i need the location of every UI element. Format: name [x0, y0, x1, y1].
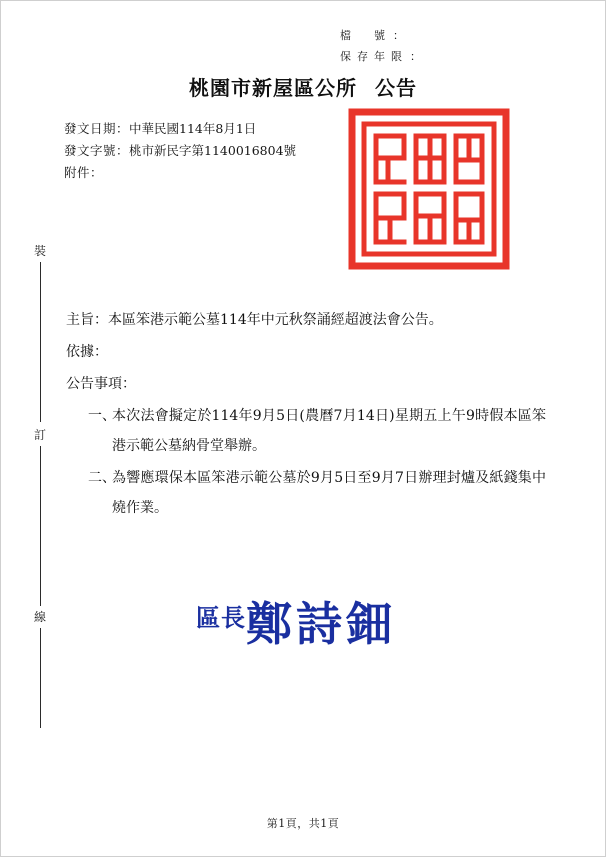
side-mark-bind: 裝 [34, 244, 49, 258]
doc-number-value: 桃市新民字第1140016804號 [129, 143, 297, 158]
signature-role: 區長 [196, 603, 246, 632]
retention-years-value [425, 51, 570, 63]
archive-number-value [408, 30, 570, 42]
side-mark-line: 線 [34, 610, 49, 624]
announcement-item [66, 401, 546, 461]
attachment-label: 附件： [64, 165, 104, 180]
archive-field-row [340, 30, 570, 42]
title-doctype: 公告 [375, 76, 417, 100]
meta-row-doc-number [64, 140, 296, 162]
archive-field-row [340, 51, 570, 63]
announcement-item-number: 二、 [88, 470, 116, 486]
issue-date-label: 發文日期： [64, 121, 130, 136]
meta-row-attachment [64, 162, 296, 184]
signature-block [196, 588, 396, 654]
subject-text: 本區笨港示範公墓114年中元秋祭誦經超渡法會公告。 [108, 312, 443, 328]
side-line-lower [40, 628, 41, 728]
side-line-upper [40, 262, 41, 422]
side-mark-staple: 訂 [34, 428, 49, 442]
meta-row-issue-date [64, 118, 296, 140]
announcement-item [66, 463, 546, 523]
archive-fields [340, 30, 570, 72]
retention-years-colon: ： [410, 50, 421, 64]
title-organization: 桃園市新屋區公所 [189, 76, 357, 100]
issue-date-value: 中華民國114年8月1日 [129, 121, 257, 136]
side-line-middle [40, 446, 41, 606]
announcement-item-text: 本次法會擬定於114年9月5日(農曆7月14日)星期五上午9時假本區笨港示範公墓納骨堂舉辦。 [112, 408, 546, 454]
official-seal-icon [348, 108, 510, 270]
announcement-item-number: 一、 [88, 408, 116, 424]
announcement-item-text: 為響應環保本區笨港示範公墓於9月5日至9月7日辦理封爐及紙錢集中燒作業。 [112, 470, 546, 516]
page-footer: 第1頁，共1頁 [266, 817, 340, 830]
archive-number-label: 檔 號 [340, 29, 391, 42]
archive-number-colon: ： [393, 29, 404, 42]
subject-paragraph [66, 305, 546, 335]
retention-years-label: 保存年限 [340, 50, 408, 64]
document-body [66, 305, 546, 525]
subject-label: 主旨： [66, 312, 108, 328]
page-title [0, 72, 606, 101]
announcement-heading [66, 369, 546, 399]
basis-label: 依據： [66, 344, 108, 360]
signature-name: 鄭詩鈿 [246, 597, 396, 651]
doc-number-label: 發文字號： [64, 143, 130, 158]
basis-paragraph [66, 337, 546, 367]
document-meta [64, 118, 296, 184]
announcement-label: 公告事項： [66, 376, 136, 392]
